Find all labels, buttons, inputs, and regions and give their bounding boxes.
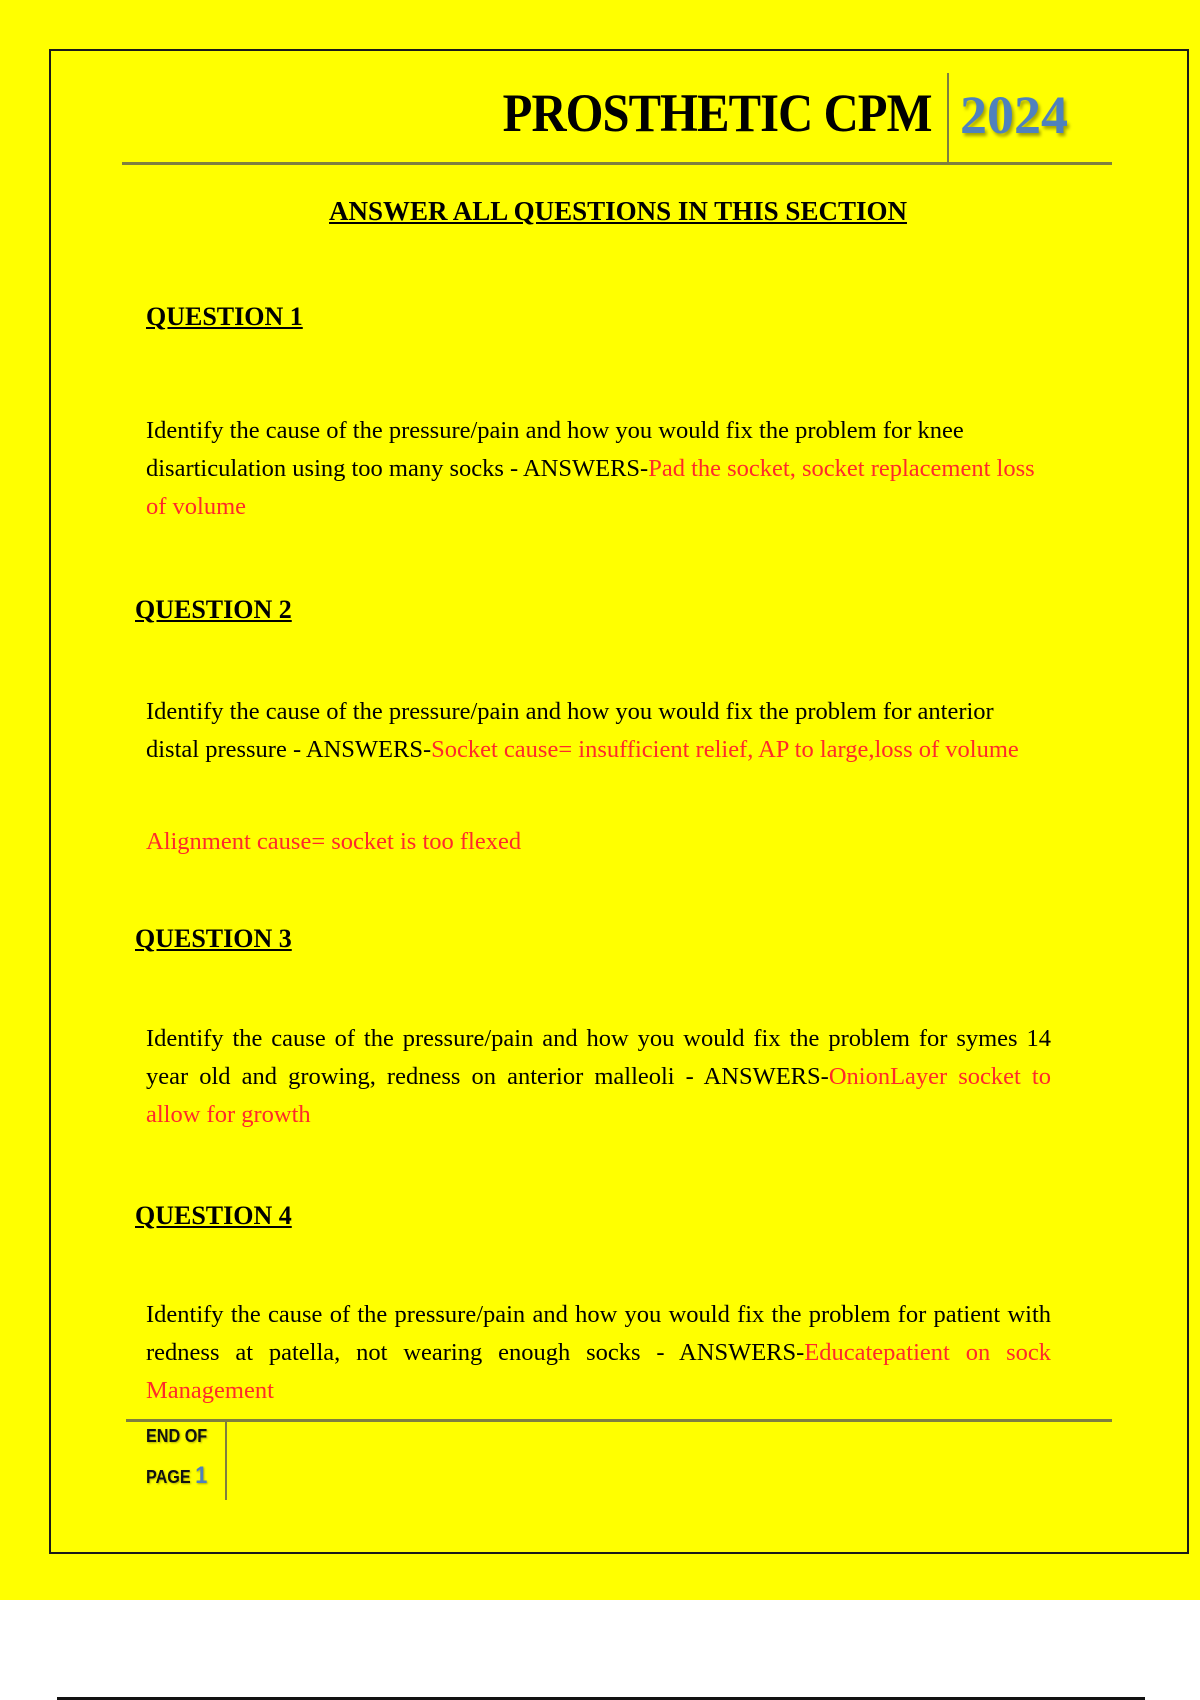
- footer-page-label: PAGE: [146, 1467, 191, 1487]
- answer-text: Socket cause= insufficient relief, AP to large,loss of volume: [431, 736, 1019, 763]
- page-number: 1: [195, 1462, 208, 1489]
- question-2-answer-extra: Alignment cause= socket is too flexed: [146, 828, 522, 855]
- question-2-heading: QUESTION 2: [135, 595, 292, 624]
- answer-text: Educatepatient on sock Management: [146, 1339, 1051, 1404]
- question-3-heading: QUESTION 3: [135, 924, 292, 953]
- section-heading: ANSWER ALL QUESTIONS IN THIS SECTION: [329, 196, 907, 226]
- header-divider: [947, 73, 949, 163]
- question-1-text: [146, 412, 1051, 526]
- question-1-heading: QUESTION 1: [146, 302, 303, 331]
- footer-end-of: END OF: [146, 1426, 208, 1446]
- question-text: Identify the cause of the pressure/pain and how you would fix the problem for patient with redness at patella, not wearing enough socks - ANSWERS-: [146, 1301, 1051, 1366]
- question-3-text: [146, 1020, 1051, 1134]
- question-text: Identify the cause of the pressure/pain and how you would fix the problem for knee disarticulation using too many socks - ANSWERS-: [146, 417, 964, 482]
- header-rule: [122, 162, 1112, 165]
- question-4-text: [146, 1296, 1051, 1410]
- document-title: PROSTHETIC CPM: [503, 83, 932, 143]
- answer-text: Pad the socket, socket replacement loss of volume: [146, 455, 1035, 520]
- answer-text: OnionLayer socket to allow for growth: [146, 1063, 1051, 1128]
- footer-page: [146, 1462, 207, 1490]
- question-2-text: [146, 693, 1051, 769]
- document-year: 2024: [960, 85, 1068, 145]
- question-text: Identify the cause of the pressure/pain and how you would fix the problem for symes 14 year old and growing, redness on anterior malleoli - ANSWERS-: [146, 1025, 1051, 1090]
- question-4-heading: QUESTION 4: [135, 1201, 292, 1230]
- question-text: Identify the cause of the pressure/pain and how you would fix the problem for anterior distal pressure - ANSWERS-: [146, 698, 994, 763]
- footer-divider: [225, 1422, 227, 1500]
- footer-rule: [126, 1419, 1112, 1422]
